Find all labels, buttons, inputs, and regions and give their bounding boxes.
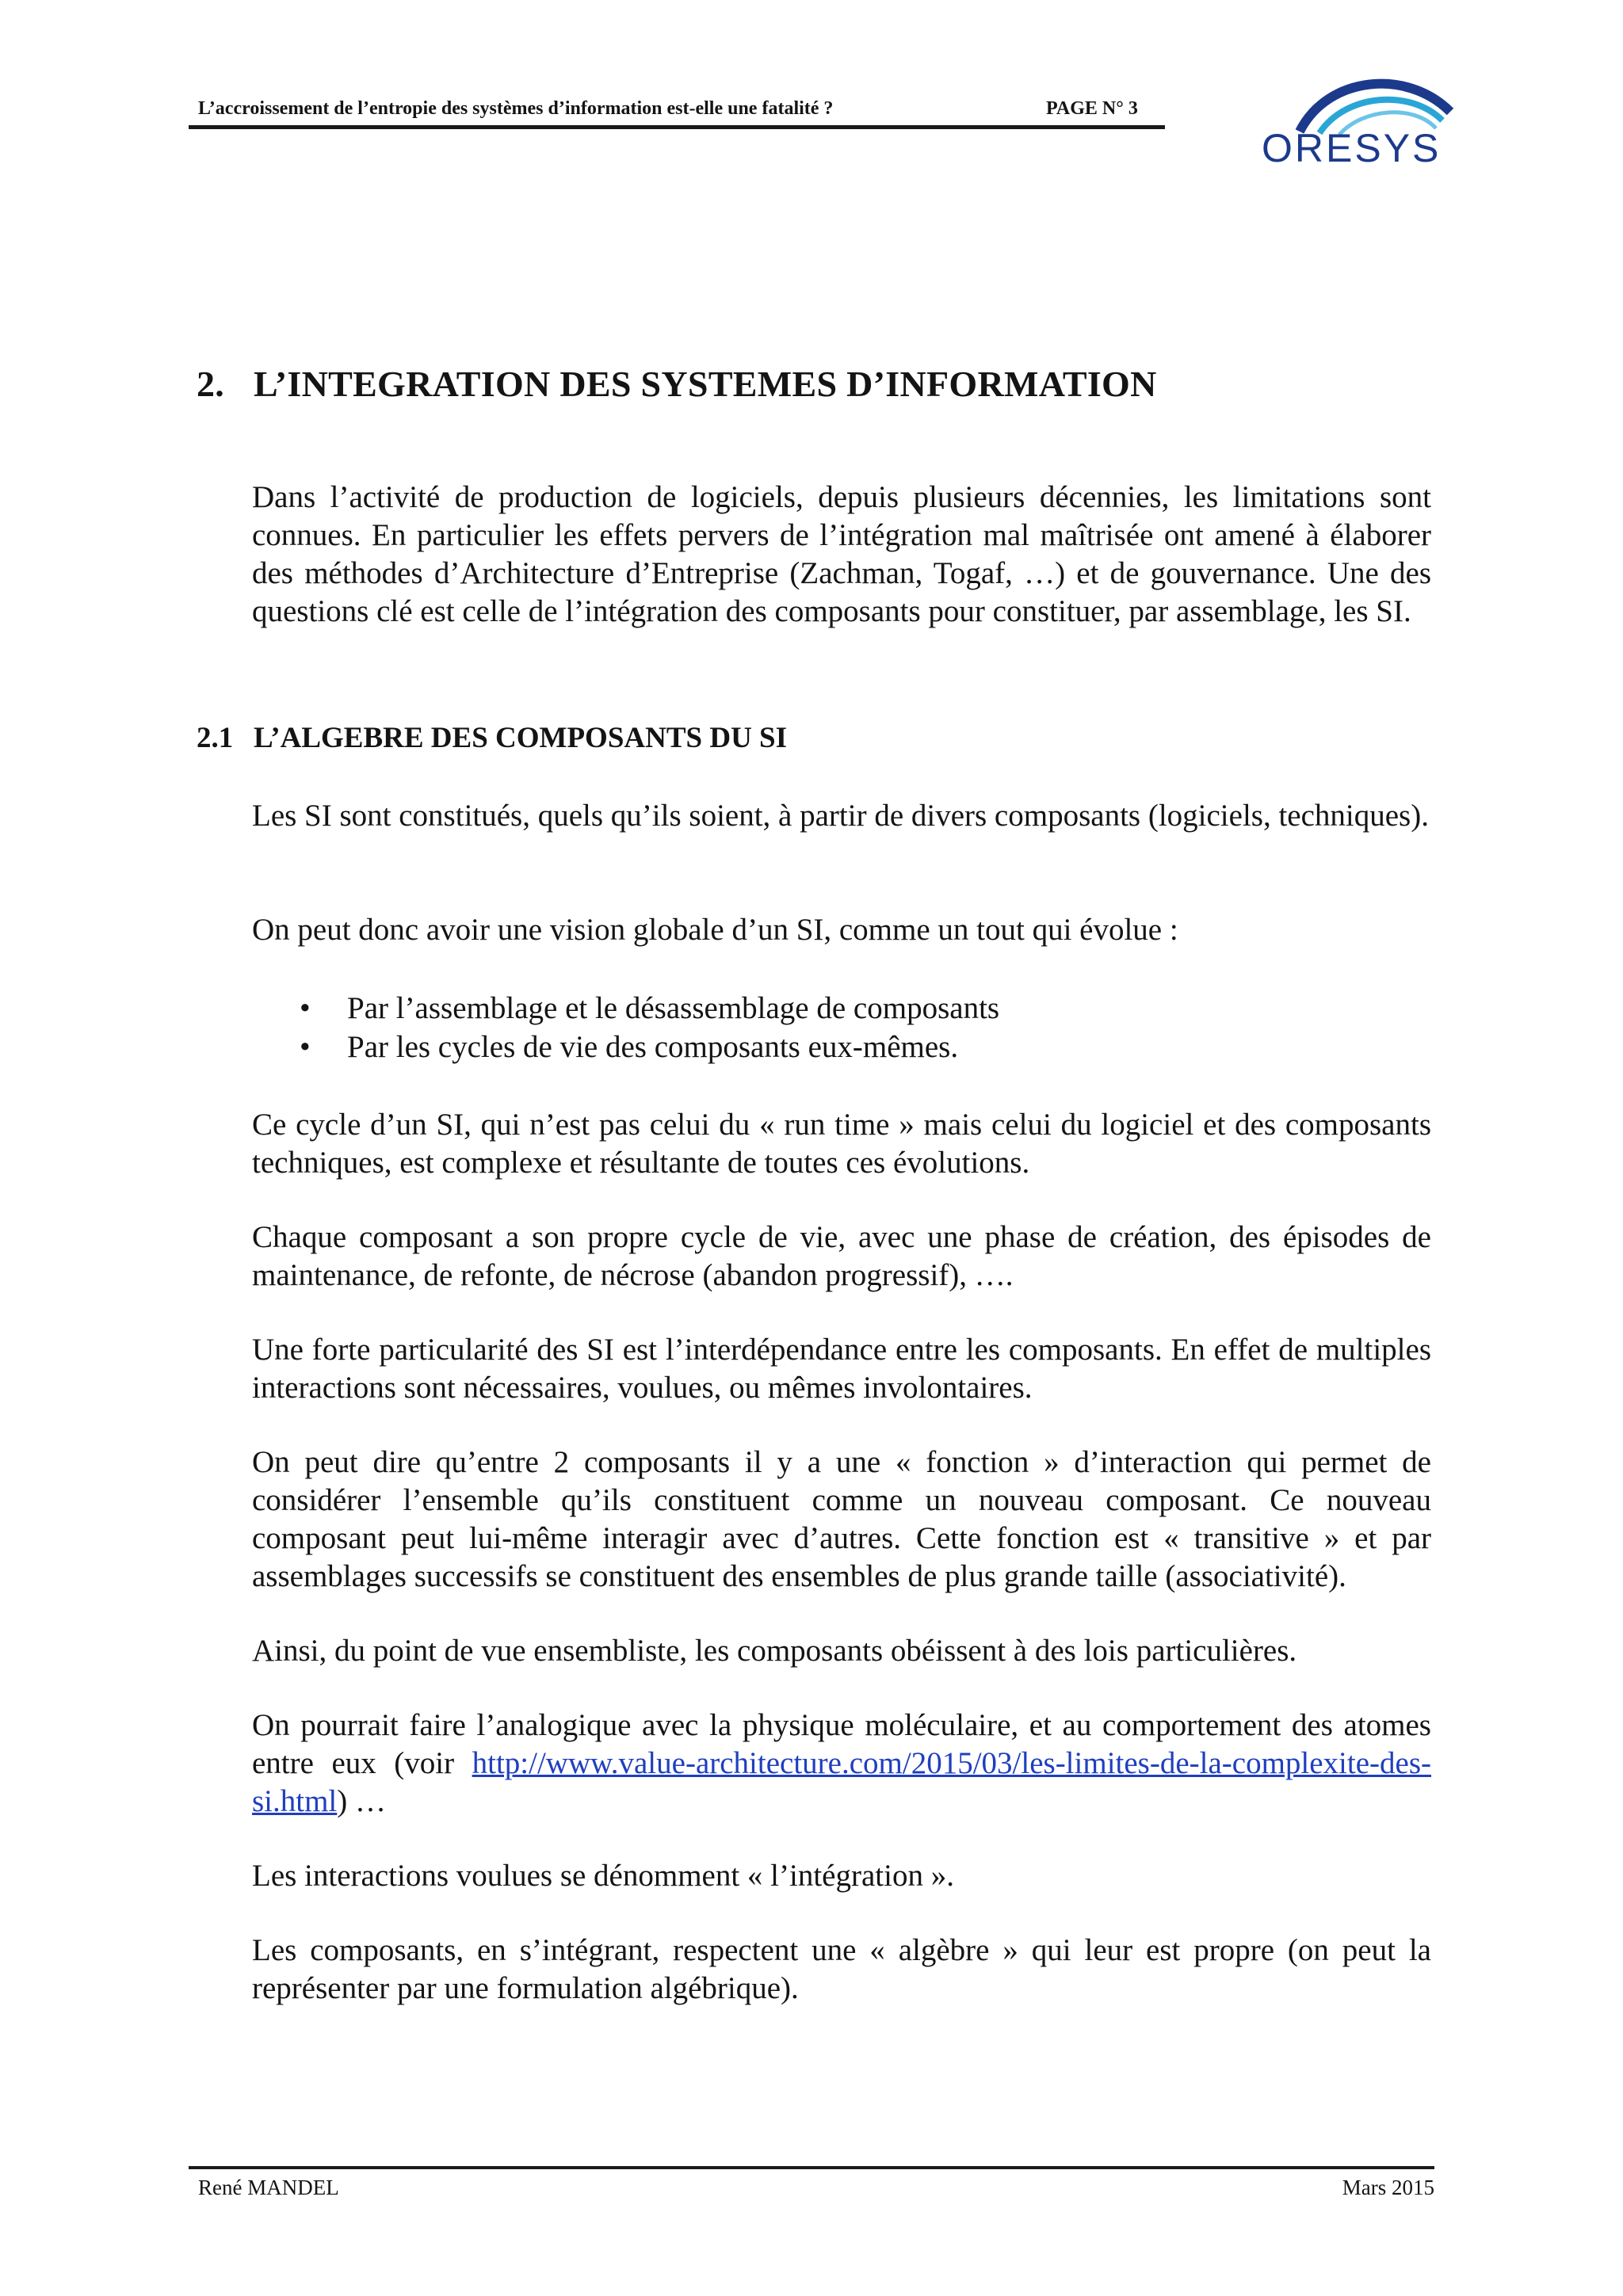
list-item [293,1028,1426,1066]
bullet-icon: • [300,991,311,1025]
footer-author: René MANDEL [198,2176,339,2199]
value-architecture-link[interactable]: http://www.value-architecture.com/2015/03/les-limites-de-la-complexite-des-si.html [252,1746,1431,1818]
paragraph-10: Les composants, en s’intégrant, respectent une « algèbre » qui leur est propre (on peut la représenter par une formulation algébrique). [252,1933,1431,2005]
paragraph-4: Chaque composant a son propre cycle de vie, avec une phase de création, des épisodes de maintenance, de refonte, de nécrose (abandon progressif), …. [252,1220,1431,1292]
paragraph-3: Ce cycle d’un SI, qui n’est pas celui du « run time » mais celui du logiciel et des composants techniques, est complexe et résultante de toutes ces évolutions. [252,1108,1431,1180]
section-title: L’INTEGRATION DES SYSTEMES D’INFORMATION [254,364,1157,404]
subsection-title: L’ALGEBRE DES COMPOSANTS DU SI [254,722,788,754]
paragraph-2: On peut donc avoir une vision globale d’un SI, comme un tout qui évolue : [252,913,1178,947]
oresys-logo-arcs-icon [1252,68,1466,179]
header-document-title: L’accroissement de l’entropie des systèmes d’information est-elle une fatalité ? [198,98,834,119]
paragraph-8-ending: ) … [337,1784,387,1818]
list-item-text: Par l’assemblage et le désassemblage de composants [347,991,1000,1025]
list-item-text: Par les cycles de vie des composants eux-mêmes. [347,1030,959,1064]
bullet-list [293,989,1426,1066]
intro-paragraph: Dans l’activité de production de logiciels, depuis plusieurs décennies, les limitations sont connues. En particulier les effets pervers de l’intégration mal maîtrisée ont amené à élaborer des méthodes d’Architecture d’Entreprise (Zachman, Togaf, …) et de gouvernance. Une des questions clé est celle de l’intégration des composants pour constituer, par assemblage, les SI. [252,480,1431,628]
subsection-number: 2.1 [197,722,234,754]
header-page-number: PAGE N° 3 [1046,98,1138,119]
section-heading [197,363,1157,405]
subsection-heading [197,721,787,755]
list-item [293,989,1426,1028]
bullet-icon: • [300,1030,311,1064]
paragraph-8 [252,1707,1431,1821]
oresys-logo [1252,68,1466,179]
paragraph-5: Une forte particularité des SI est l’interdépendance entre les composants. En effet de multiples interactions sont nécessaires, voulues, ou mêmes involontaires. [252,1333,1431,1405]
paragraph-9: Les interactions voulues se dénomment « l’intégration ». [252,1859,954,1893]
paragraph-7: Ainsi, du point de vue ensembliste, les composants obéissent à des lois particulières. [252,1634,1297,1668]
footer-date: Mars 2015 [1342,2176,1434,2199]
oresys-logo-text: ORESYS [1262,126,1442,170]
paragraph-8-text: On pourrait faire l’analogique avec la physique moléculaire, et au comportement des atomes entre eux (voir [252,1708,1431,1780]
section-number: 2. [197,364,225,404]
footer-divider [189,2166,1434,2169]
paragraph-1: Les SI sont constitués, quels qu’ils soient, à partir de divers composants (logiciels, techniques). [252,799,1429,833]
header-divider [189,125,1165,129]
paragraph-6: On peut dire qu’entre 2 composants il y a une « fonction » d’interaction qui permet de considérer l’ensemble qu’ils constituent comme un nouveau composant. Ce nouveau composant peut lui-même interagir avec d’autres. Cette fonction est « transitive » et par assemblages successifs se constituent des ensembles de plus grande taille (associativité). [252,1445,1431,1593]
